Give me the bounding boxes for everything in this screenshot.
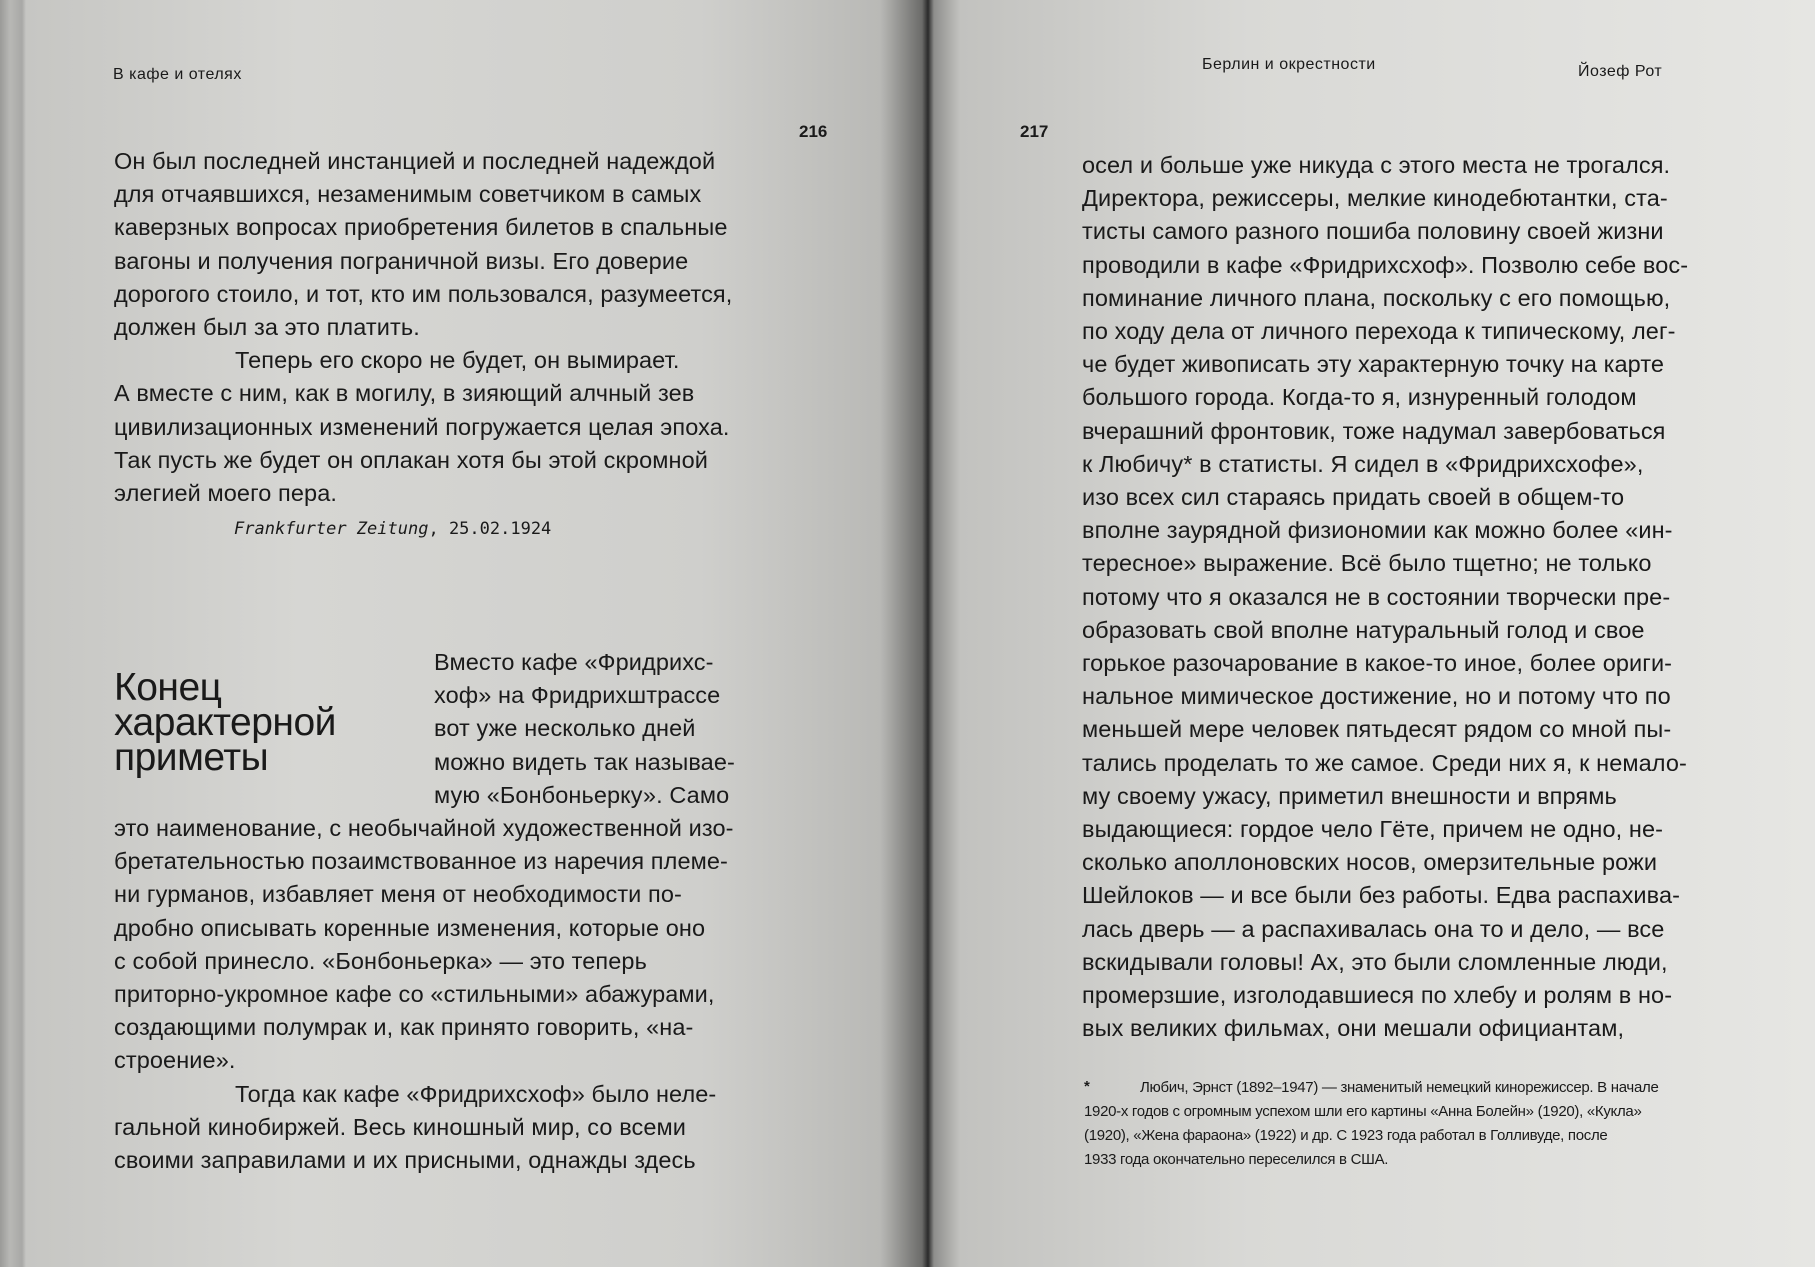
text-line: (1920), «Жена фараона» (1922) и др. С 1923 года работал в Голливуде, после: [1084, 1127, 1608, 1144]
text-line: 1933 года окончательно переселился в США.: [1084, 1151, 1389, 1168]
text-line: проводили в кафе «Фридрихсхоф». Позволю себе вос-: [1082, 251, 1689, 278]
citation-source: Frankfurter Zeitung: [234, 519, 429, 539]
body-text: [1082, 149, 1688, 1045]
text-line: вагоны и получения пограничной визы. Его доверие: [114, 247, 689, 274]
text-line: вскидывали головы! Ах, это были сломленные люди,: [1082, 948, 1668, 975]
text-line: элегией моего пера.: [114, 480, 337, 507]
text-line: потому что я оказался не в состоянии творчески пре-: [1082, 583, 1671, 610]
text-line: осел и больше уже никуда с этого места не трогался.: [1082, 152, 1671, 178]
text-line: приторно-укромное кафе со «стильными» абажурами,: [114, 981, 715, 1008]
text-line: Тогда как кафе «Фридрихсхоф» было неле-: [235, 1080, 717, 1107]
text-line: изо всех сил стараясь придать своей в общем-то: [1082, 484, 1625, 511]
text-line: сколько аполлоновских носов, омерзительные рожи: [1082, 849, 1658, 876]
text-line: меньшей мере человек пятьдесят рядом со мной пы-: [1082, 716, 1672, 743]
text-line: это наименование, с необычайной художественной изо-: [114, 815, 734, 842]
text-line: для отчаявшихся, незаменимым советчиком в самых: [114, 181, 702, 208]
text-line: вполне заурядной физиономии как можно более «ин-: [1082, 517, 1673, 544]
text-line: Он был последней инстанцией и последней надеждой: [114, 148, 716, 174]
citation-date: , 25.02.1924: [428, 519, 552, 539]
text-line: образовать свой вполне натуральный голод и свое: [1082, 616, 1645, 643]
text-line: че будет живописать эту характерную точку на карте: [1082, 351, 1665, 378]
text-line: 1920-х годов с огромным успехом шли его картины «Анна Болейн» (1920), «Кукла»: [1084, 1103, 1642, 1120]
text-line: гальной кинобиржей. Весь киношный мир, со всеми: [114, 1113, 687, 1140]
citation: [234, 519, 551, 539]
text-line: по ходу дела от личного перехода к типическому, лег-: [1082, 318, 1676, 345]
text-line: приметы: [114, 736, 269, 779]
text-line: цивилизационных изменений погружается целая эпоха.: [114, 413, 730, 440]
text-line: му своему ужасу, приметил внешности и впрямь: [1082, 782, 1617, 809]
text-line: строение».: [114, 1047, 236, 1074]
text-line: большого города. Когда-то я, изнуренный голодом: [1082, 384, 1637, 411]
text-line: характерной: [114, 701, 336, 744]
paragraph: [114, 646, 735, 1177]
text-line: к Любичу* в статисты. Я сидел в «Фридрихсхофе»,: [1082, 450, 1644, 477]
page-number-left: 216: [799, 122, 828, 141]
text-line: А вместе с ним, как в могилу, в зияющий алчный зев: [114, 380, 695, 407]
text-line: горькое разочарование в какое-то иное, более ориги-: [1082, 650, 1673, 677]
running-head-author: Йозеф Рот: [1578, 63, 1663, 80]
text-line: бретательностью позаимствованное из наречия племе-: [114, 848, 728, 875]
text-line: вчерашний фронтовик, тоже надумал завербоваться: [1082, 417, 1666, 444]
text-line: Любич, Эрнст (1892–1947) — знаменитый немецкий кинорежиссер. В начале: [1140, 1079, 1659, 1096]
page-number-right: 217: [1020, 122, 1049, 141]
text-line: ни гурманов, избавляет меня от необходимости по-: [114, 881, 682, 908]
text-line: лась дверь — а распахивалась она то и дело, — все: [1082, 915, 1665, 942]
text-line: каверзных вопросах приобретения билетов в спальные: [114, 214, 728, 241]
paragraph: [114, 145, 732, 510]
text-line: с собой принесло. «Бонбоньерка» — это теперь: [114, 947, 647, 974]
text-line: Конец: [114, 666, 222, 709]
text-line: промерзшие, изголодавшиеся по хлебу и ролям в но-: [1082, 982, 1673, 1009]
text-line: дробно описывать коренные изменения, которые оно: [114, 914, 706, 941]
text-line: Вместо кафе «Фридрихс-: [434, 649, 714, 675]
text-line: мую «Бонбоньерку». Само: [434, 781, 730, 808]
running-head-left: В кафе и отелях: [113, 66, 242, 83]
text-line: Теперь его скоро не будет, он вымирает.: [235, 347, 680, 374]
text-line: создающими полумрак и, как принято говорить, «на-: [114, 1014, 694, 1041]
text-line: поминание личного плана, поскольку с его помощью,: [1082, 284, 1671, 311]
text-line: тались проделать то же самое. Среди них я, к немало-: [1082, 749, 1687, 776]
text-line: своими заправилами и их присными, однажды здесь: [114, 1147, 696, 1174]
text-line: вых великих фильмах, они мешали официантам,: [1082, 1015, 1625, 1042]
text-line: хоф» на Фридрихштрассе: [434, 682, 721, 709]
text-line: дорогого стоило, и тот, кто им пользовался, разумеется,: [114, 280, 733, 307]
footnote-mark: *: [1084, 1078, 1090, 1095]
text-line: Так пусть же будет он оплакан хотя бы этой скромной: [114, 446, 708, 473]
text-line: вот уже несколько дней: [434, 715, 696, 742]
text-line: Директора, режиссеры, мелкие кинодебютантки, ста-: [1082, 185, 1668, 212]
text-line: должен был за это платить.: [114, 314, 420, 341]
text-line: Шейлоков — и все были без работы. Едва распахива-: [1082, 882, 1681, 909]
text-line: тересное» выражение. Всё было тщетно; не только: [1082, 550, 1652, 577]
text-line: можно видеть так называе-: [434, 748, 735, 775]
footnote: [1084, 1076, 1658, 1172]
running-head-section: Берлин и окрестности: [1202, 56, 1376, 73]
text-line: тисты самого разного пошиба половину своей жизни: [1082, 218, 1664, 245]
text-line: нальное мимическое достижение, но и потому что по: [1082, 683, 1671, 710]
text-line: выдающиеся: гордое чело Гёте, причем не одно, не-: [1082, 816, 1664, 843]
